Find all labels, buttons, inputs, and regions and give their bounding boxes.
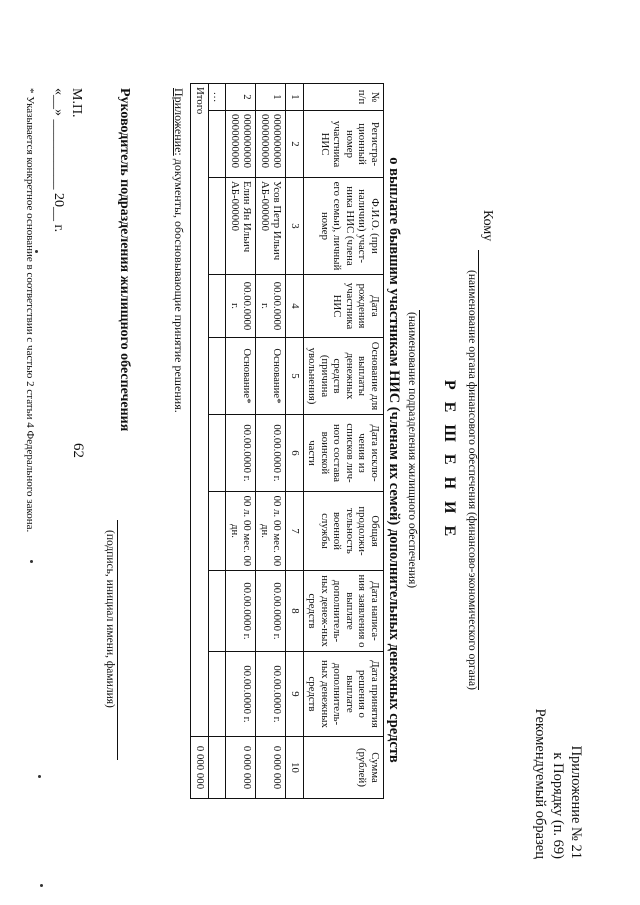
cell: Усов Петр Ильич АБ-000000 [256,178,286,275]
document-heading: о выплате бывшим участникам НИС (членам их семей) дополнительных денежных средств [386,157,402,763]
cell: 1 [256,84,286,111]
col-header: Основание для выплаты денежных средств (причина увольнения) [304,338,384,415]
date-line: «__» __________ 20__ г. [51,88,66,233]
cell: 00.00.0000 г. [256,571,286,652]
table-row [209,84,227,799]
subdivision-blank [419,310,420,560]
cell [209,111,227,178]
col-header: № п/п [304,84,384,111]
col-number: 5 [286,338,304,415]
recipient-hint: (наименование органа финансового обеспечения (финансово-экономического органа) [466,270,478,690]
column-number-row [286,84,304,799]
col-number: 8 [286,571,304,652]
col-number: 9 [286,652,304,737]
attachments-text: документы, обосновывающие принятие решения. [172,155,186,413]
cell [209,275,227,338]
payments-table [191,83,385,799]
footnote: * Указывается конкретное основание в соответствии с частью 2 статьи 4 Федерального закона. [24,88,36,533]
col-header: Общая продолжи-тельность военной службы [304,492,384,571]
attachments-note [171,88,186,413]
table-row [226,84,256,799]
cell: 00 л. 00 мес. 00 дн. [226,492,256,571]
cell: Основание* [226,338,256,415]
signature-blank [117,520,118,760]
col-header: Регистра-ционный номер участника НИС [304,111,384,178]
cell: … [209,84,227,111]
signature-hint: (подпись, инициал имени, фамилия) [104,530,116,708]
cell: 0 000 000 [226,737,256,799]
cell: 0 000 000 [256,737,286,799]
col-number: 4 [286,275,304,338]
col-number: 2 [286,111,304,178]
cell: 00.00.0000 г. [226,415,256,492]
recipient-label: Кому [480,210,495,242]
cell [209,571,227,652]
recipient-blank [478,250,479,690]
head-title: Руководитель подразделения жилищного обеспечения [117,88,132,432]
appendix-number: Приложение № 21 [568,745,584,859]
col-number: 7 [286,492,304,571]
col-header: Ф.И.О. (при наличии) участ-ника НИС (члена его семьи), личный номер [304,178,384,275]
cell: 00.00.0000 г. [256,415,286,492]
cell [209,338,227,415]
cell: 2 [226,84,256,111]
cell [209,178,227,275]
col-number: 10 [286,737,304,799]
total-label: Итого [191,84,209,737]
total-value: 0 000 000 [191,737,209,799]
cell: 00.00.0000 г. [226,652,256,737]
appendix-reference [531,709,585,859]
table-header-row [304,84,384,799]
document-title: Р Е Ш Е Н И Е [441,379,458,541]
col-header: Дата принятия решения о выплате дополнитель-ных денежных средств [304,652,384,737]
col-header: Дата написа-ния заявления о выплате дополнитель-ных денеж-ных средств [304,571,384,652]
recipient-line [479,210,495,690]
cell: 00.00.0000 г. [256,652,286,737]
cell: 00 л. 00 мес. 00 дн. [256,492,286,571]
cell: 00.00.0000 г. [256,275,286,338]
subdivision-hint: (наименование подразделения жилищного обеспечения) [406,311,418,589]
cell [209,737,227,799]
attachments-label: Приложение: [172,88,186,156]
cell: 00.00.0000 г. [226,571,256,652]
table-row [256,84,286,799]
cell [209,492,227,571]
total-row [191,84,209,799]
col-number: 1 [286,84,304,111]
col-header: Дата рождения участника НИС [304,275,384,338]
cell: Основание* [256,338,286,415]
cell: 00.00.0000 г. [226,275,256,338]
col-header: Сумма (рублей) [304,737,384,799]
cell [209,415,227,492]
seal-placeholder: М.П. [69,88,84,118]
page-number: 62 [70,443,86,458]
appendix-order: к Порядку (п. 69) [550,752,566,859]
appendix-sample: Рекомендуемый образец [532,708,548,859]
col-number: 6 [286,415,304,492]
cell: Елин Ян Ильич АБ-000000 [226,178,256,275]
cell: 0000000000 0000000000 [256,111,286,178]
col-header: Дата исклю-чения из списков лич-ного состава воинской части [304,415,384,492]
cell: 0000000000 0000000000 [226,111,256,178]
cell [209,652,227,737]
col-number: 3 [286,178,304,275]
